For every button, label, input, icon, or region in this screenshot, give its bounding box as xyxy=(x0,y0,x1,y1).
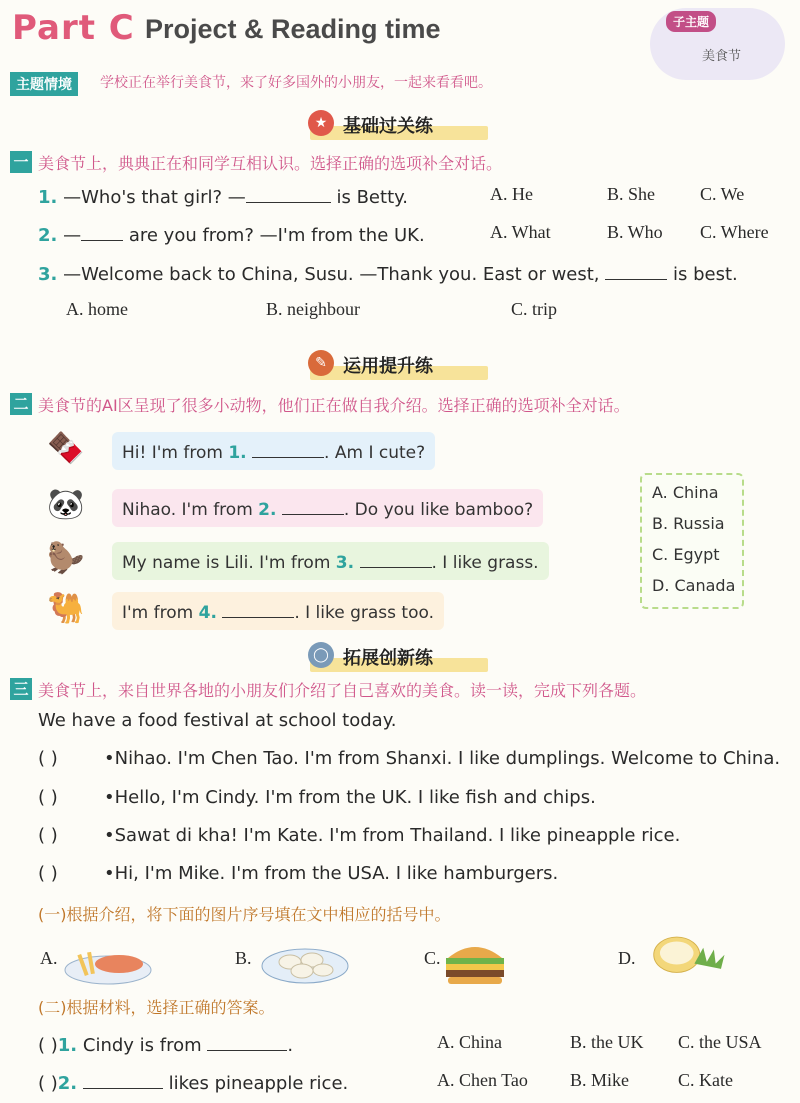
question-number: 2. xyxy=(38,225,58,246)
section2-instruction: 美食节的AI区呈现了很多小动物，他们正在做自我介绍。选择正确的选项补全对话。 xyxy=(38,396,630,415)
beaver-icon: 🦫 xyxy=(47,540,85,576)
option-b[interactable]: B. the UK xyxy=(570,1032,644,1052)
speech-bubble: Nihao. I'm from 2. . Do you like bamboo? xyxy=(112,489,543,527)
picture-label-b: B. xyxy=(235,948,252,968)
question-number: 1. xyxy=(38,187,58,208)
globe-icon: ◯ xyxy=(308,642,334,668)
hamburger-icon xyxy=(440,936,510,988)
reading-item: •Hello, I'm Cindy. I'm from the UK. I like fish and chips. xyxy=(104,787,596,808)
answer-blank[interactable] xyxy=(360,549,432,568)
section1-heading: 基础过关练 xyxy=(343,116,433,137)
pencil-icon: ✎ xyxy=(308,350,334,376)
option-b[interactable]: B. Russia xyxy=(652,514,725,533)
panda-icon: 🐼 xyxy=(47,486,85,522)
question-2: 2. — are you from? —I'm from the UK. xyxy=(38,222,425,246)
option-c[interactable]: C. Kate xyxy=(678,1070,733,1090)
answer-blank[interactable] xyxy=(81,222,123,241)
answer-paren[interactable]: ( ) xyxy=(38,748,58,769)
part1-instruction: (一)根据介绍，将下面的图片序号填在文中相应的括号中。 xyxy=(38,905,451,924)
answer-paren[interactable]: ( ) xyxy=(38,787,58,808)
section1-instruction: 美食节上，典典正在和同学互相认识。选择正确的选项补全对话。 xyxy=(38,154,503,173)
option-c[interactable]: C. the USA xyxy=(678,1032,762,1052)
question-1: ( )1. Cindy is from . xyxy=(38,1032,293,1056)
answer-paren[interactable]: ( ) xyxy=(38,1035,58,1056)
option-a[interactable]: A. What xyxy=(490,222,551,242)
page-title: Project & Reading time xyxy=(145,14,441,44)
option-a[interactable]: A. China xyxy=(437,1032,502,1052)
option-c[interactable]: C. trip xyxy=(511,299,558,319)
option-b[interactable]: B. She xyxy=(607,184,656,204)
theme-text: 学校正在举行美食节，来了好多国外的小朋友，一起来看看吧。 xyxy=(100,75,492,91)
part2-instruction: (二)根据材料，选择正确的答案。 xyxy=(38,998,275,1017)
option-a[interactable]: A. home xyxy=(66,299,128,319)
option-a[interactable]: A. Chen Tao xyxy=(437,1070,528,1090)
speech-bubble: My name is Lili. I'm from 3. . I like grass. xyxy=(112,542,549,580)
reading-item: •Sawat di kha! I'm Kate. I'm from Thailand. I like pineapple rice. xyxy=(104,825,681,846)
answer-blank[interactable] xyxy=(252,439,324,458)
fish-and-chips-icon xyxy=(63,940,153,986)
section2-badge: 二 xyxy=(10,393,32,415)
section1-badge: 一 xyxy=(10,151,32,173)
picture-label-c: C. xyxy=(424,948,441,968)
option-c[interactable]: C. Where xyxy=(700,222,769,242)
speech-bubble: Hi! I'm from 1. . Am I cute? xyxy=(112,432,435,470)
option-c[interactable]: C. We xyxy=(700,184,745,204)
polar-bear-icon: 🍫 xyxy=(47,430,85,466)
options-box xyxy=(640,473,744,609)
question-3: 3. —Welcome back to China, Susu. —Thank you. East or west, is best. xyxy=(38,261,738,285)
picture-label-a: A. xyxy=(40,948,58,968)
reading-intro: We have a food festival at school today. xyxy=(38,710,397,731)
option-b[interactable]: B. neighbour xyxy=(266,299,360,319)
answer-blank[interactable] xyxy=(282,496,344,515)
theme-label: 主题情境 xyxy=(10,72,78,96)
option-b[interactable]: B. Mike xyxy=(570,1070,630,1090)
question-number: 3. xyxy=(38,264,58,285)
option-b[interactable]: B. Who xyxy=(607,222,663,242)
reading-item: •Nihao. I'm Chen Tao. I'm from Shanxi. I like dumplings. Welcome to China. xyxy=(104,748,781,769)
section3-heading: 拓展创新练 xyxy=(343,648,433,669)
subtopic-label: 美食节 xyxy=(702,49,742,64)
answer-paren[interactable]: ( ) xyxy=(38,1073,58,1094)
answer-blank[interactable] xyxy=(222,599,294,618)
picture-label-d: D. xyxy=(618,948,636,968)
dumplings-icon xyxy=(260,940,350,986)
answer-blank[interactable] xyxy=(246,184,331,203)
answer-paren[interactable]: ( ) xyxy=(38,863,58,884)
camel-icon: 🐫 xyxy=(47,590,85,626)
speech-bubble: I'm from 4. . I like grass too. xyxy=(112,592,444,630)
section2-heading: 运用提升练 xyxy=(343,356,433,377)
apple-book-icon: ★ xyxy=(308,110,334,136)
question-1: 1. —Who's that girl? — is Betty. xyxy=(38,184,408,208)
option-c[interactable]: C. Egypt xyxy=(652,545,720,564)
pineapple-rice-icon xyxy=(645,930,735,976)
option-d[interactable]: D. Canada xyxy=(652,576,736,595)
reading-item: •Hi, I'm Mike. I'm from the USA. I like hamburgers. xyxy=(104,863,559,884)
answer-blank[interactable] xyxy=(605,261,667,280)
section3-badge: 三 xyxy=(10,678,32,700)
option-a[interactable]: A. China xyxy=(652,483,719,502)
part-label: Part C xyxy=(12,8,135,48)
answer-blank[interactable] xyxy=(207,1032,287,1051)
section3-instruction: 美食节上，来自世界各地的小朋友们介绍了自己喜欢的美食。读一读，完成下列各题。 xyxy=(38,681,647,700)
subtopic-tag: 子主题 xyxy=(666,11,716,32)
answer-paren[interactable]: ( ) xyxy=(38,825,58,846)
question-2: ( )2. likes pineapple rice. xyxy=(38,1070,348,1094)
answer-blank[interactable] xyxy=(83,1070,163,1089)
option-a[interactable]: A. He xyxy=(490,184,533,204)
